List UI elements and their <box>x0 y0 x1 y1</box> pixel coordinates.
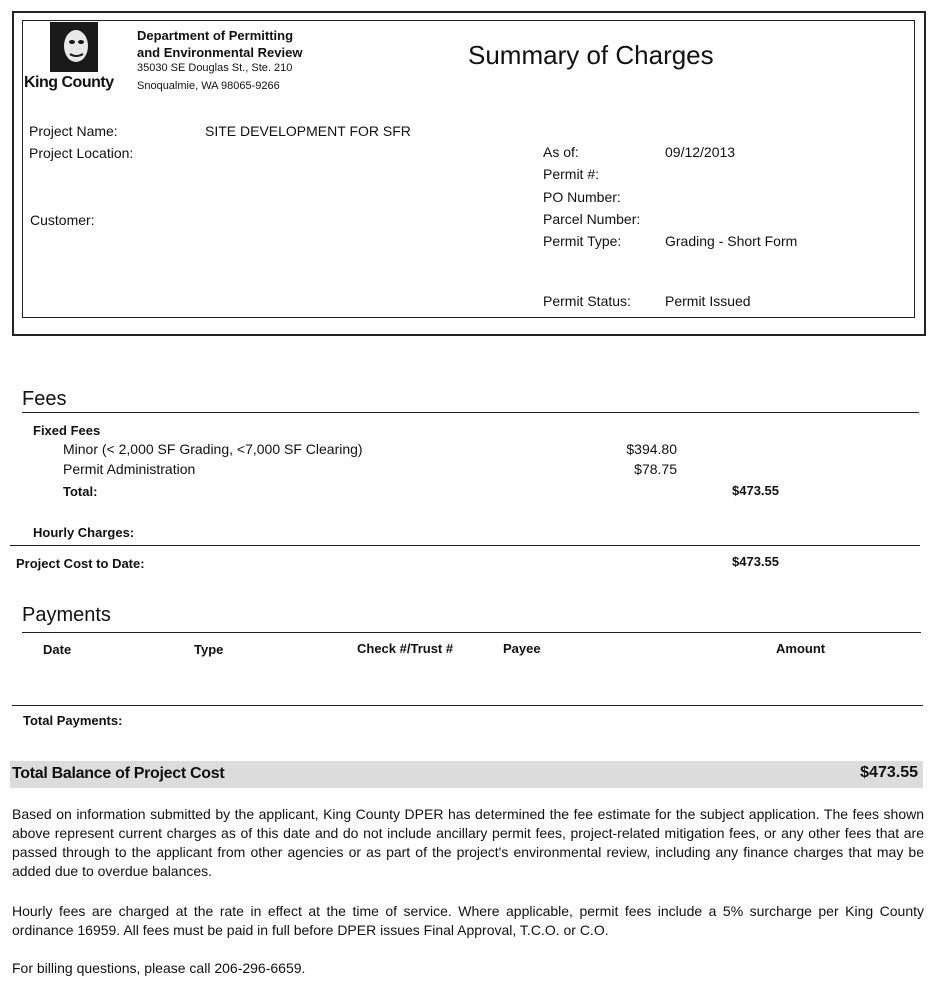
fees-rule <box>22 412 919 413</box>
payments-rule <box>22 632 921 633</box>
customer-label: Customer: <box>30 212 95 228</box>
address-line2: Snoqualmie, WA 98065-9266 <box>137 80 280 92</box>
fee-item-amount: $394.80 <box>626 441 677 457</box>
balance-label: Total Balance of Project Cost <box>12 765 225 782</box>
fees-total-label: Total: <box>63 484 98 499</box>
hourly-charges-label: Hourly Charges: <box>33 525 135 540</box>
col-date: Date <box>43 642 72 657</box>
as-of-label: As of: <box>543 144 579 160</box>
page-title: Summary of Charges <box>468 40 714 70</box>
department-line2: and Environmental Review <box>137 45 303 60</box>
balance-value: $473.55 <box>860 764 918 781</box>
fixed-fees-label: Fixed Fees <box>33 423 101 438</box>
col-payee: Payee <box>503 641 541 656</box>
notes-paragraph: Based on information submitted by the applicant, King County DPER has determined the fee estimate for the subject application. The fees shown above represent current charges as of this date and do not include ancillary permit fees, project-related mitigation fees, or any other fees that are passed through to the applicant from other agencies or as part of the project's environmental review, including any finance charges that may be added due to overdue balances. <box>12 806 924 879</box>
project-name-value: SITE DEVELOPMENT FOR SFR <box>205 123 411 139</box>
col-check-trust: Check #/Trust # <box>357 641 454 656</box>
fees-total-value: $473.55 <box>732 483 779 498</box>
address-line1: 35030 SE Douglas St., Ste. 210 <box>137 62 293 74</box>
cost-rule <box>10 545 920 546</box>
permit-status-value: Permit Issued <box>665 293 751 309</box>
billing-note: For billing questions, please call 206-296-6659. <box>12 960 306 976</box>
po-number-label: PO Number: <box>543 189 621 205</box>
department-line1: Department of Permitting <box>137 28 294 43</box>
cost-to-date-label: Project Cost to Date: <box>16 556 145 571</box>
permit-status-label: Permit Status: <box>543 293 631 309</box>
department-name <box>137 27 302 61</box>
fee-item-amount: $78.75 <box>634 461 677 477</box>
payments-total-rule <box>12 705 923 706</box>
king-county-logo-icon <box>50 22 98 72</box>
total-payments-label: Total Payments: <box>23 713 123 728</box>
notes-paragraph: Hourly fees are charged at the rate in effect at the time of service. Where applicable, permit fees include a 5% surcharge per King County ordinance 16959. All fees must be paid in full before DPER issues Final Approval, T.C.O. or C.O. <box>12 903 924 938</box>
fee-item-desc: Minor (< 2,000 SF Grading, <7,000 SF Clearing) <box>63 441 363 457</box>
payments-heading: Payments <box>22 604 111 626</box>
permit-number-label: Permit #: <box>543 166 600 182</box>
parcel-number-label: Parcel Number: <box>543 211 641 227</box>
fees-heading: Fees <box>22 388 67 410</box>
project-name-label: Project Name: <box>29 123 118 139</box>
fee-item-desc: Permit Administration <box>63 461 196 477</box>
col-type: Type <box>194 642 224 657</box>
permit-type-value: Grading - Short Form <box>665 233 798 249</box>
project-location-label: Project Location: <box>29 145 134 161</box>
col-amount: Amount <box>776 641 826 656</box>
permit-type-label: Permit Type: <box>543 233 622 249</box>
as-of-value: 09/12/2013 <box>665 144 736 160</box>
cost-to-date-value: $473.55 <box>732 554 779 569</box>
logo-wordmark: King County <box>24 74 114 91</box>
